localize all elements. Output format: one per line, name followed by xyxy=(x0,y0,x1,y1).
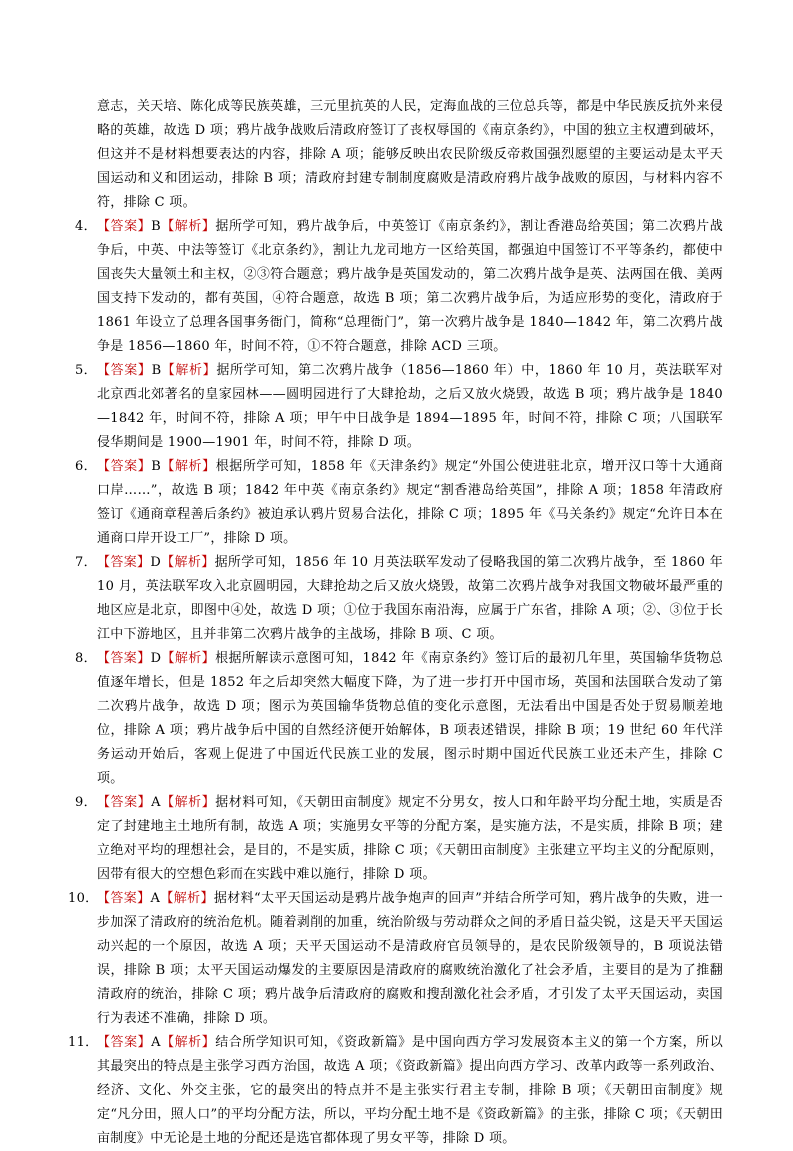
analysis-label: 【解析】 xyxy=(160,795,216,810)
answer-value: B xyxy=(151,459,162,474)
analysis-text: 结合所学知识可知，《资政新篇》是中国向西方学习发展资本主义的第一个方案，所以其最突出的特点是主张学习西方治国，故选 A 项；《资政新篇》提出向西方学习、改革内政等一系列政治、经济、文化、外交主张，它的最突出的特点并不是主张实行君主专制，排除 B 项；《天朝田亩制度》规定“凡分田，照人口”的平均分配方法，所以，平均分配土地不是《资政新篇》的主张，排除 C 项；《天朝田亩制度》中无论是土地的分配还是选官都体现了男女平等，排除 D 项。 xyxy=(97,1035,724,1146)
analysis-text: 据材料可知，《天朝田亩制度》规定不分男女，按人口和年龄平均分配土地，实质是否定了封建地主土地所有制，故选 A 项；实施男女平等的分配方案，是实施方法，不是实质，排除 B 项；建立绝对平均的理想社会，是目的，不是实质，排除 C 项；《天朝田亩制度》主张建立平均主义的分配原则，因带有很大的空想色彩而在实践中难以施行，排除 D 项。 xyxy=(97,795,724,882)
answer-label: 【答案】 xyxy=(97,891,151,906)
answer-label: 【答案】 xyxy=(97,1035,152,1050)
answer-label: 【答案】 xyxy=(97,651,151,666)
question-item-9 xyxy=(75,791,724,887)
question-number: 9． xyxy=(75,795,97,810)
answer-label: 【答案】 xyxy=(97,555,151,570)
question-number: 4． xyxy=(75,219,97,234)
analysis-label: 【解析】 xyxy=(160,1035,216,1050)
question-item-6 xyxy=(75,455,723,551)
answer-label: 【答案】 xyxy=(97,219,152,234)
answer-value: A xyxy=(150,891,161,906)
analysis-label: 【解析】 xyxy=(161,219,216,234)
analysis-text: 据所学可知，第二次鸦片战争（1856—1860 年）中，1860 年 10 月，英法联军对北京西北郊著名的皇家园林——圆明园进行了大肆抢劫，之后又放火烧毁，故选 B 项；鸦片战争是 1840—1842 年，时间不符，排除 A 项；甲午中日战争是 1894—1895 年，时间不符，排除 C 项；八国联军侵华期间是 1900—1901 年，时间不符，排除 D 项。 xyxy=(97,363,724,450)
answer-label: 【答案】 xyxy=(97,795,152,810)
analysis-text: 据所学可知，鸦片战争后，中英签订《南京条约》，割让香港岛给英国；第二次鸦片战争后，中英、中法等签订《北京条约》，割让九龙司地方一区给英国，都强迫中国签订不平等条约，都使中国丧失大量领土和主权，②③符合题意；鸦片战争是英国发动的，第二次鸦片战争是英、法两国在俄、美两国支持下发动的，都有英国，④符合题意，故选 B 项；第二次鸦片战争后，为适应形势的变化，清政府于 1861 年设立了总理各国事务衙门，简称“总理衙门”，第一次鸦片战争是 1840—1842 年，第二次鸦片战争是 1856—1860 年，时间不符，①不符合题意，排除 ACD 三项。 xyxy=(97,219,724,354)
question-number: 11． xyxy=(68,1035,99,1050)
intro-paragraph: 意志，关天培、陈化成等民族英雄，三元里抗英的人民，定海血战的三位总兵等，都是中华民族反抗外来侵略的英雄，故选 D 项；鸦片战争战败后清政府签订了丧权辱国的《南京条约》，中国的独立主权遭到破坏，但这并不是材料想要表达的内容，排除 A 项；能够反映出农民阶级反帝救国强烈愿望的主要运动是太平天国运动和义和团运动，排除 B 项；清政府封建专制制度腐败是清政府鸦片战争战败的原因，与材料内容不符，排除 C 项。 xyxy=(97,99,723,210)
analysis-text: 据所学可知，1856 年 10 月英法联军发动了侵略我国的第二次鸦片战争，至 1860 年 10 月，英法联军攻入北京圆明园，大肆抢劫之后又放火烧毁，故第二次鸦片战争对我国文物破坏最严重的地区应是北京，即图中④处，故选 D 项；①位于我国东南沿海，应属于广东省，排除 A 项；②、③位于长江中下游地区，且并非第二次鸦片战争的主战场，排除 B 项、C 项。 xyxy=(97,555,724,642)
analysis-label: 【解析】 xyxy=(160,891,214,906)
question-number: 10． xyxy=(68,891,99,906)
answer-value: A xyxy=(151,795,161,810)
analysis-text: 根据所学可知，1858 年《天津条约》规定“外国公使进驻北京，增开汉口等十大通商口岸……”，故选 B 项；1842 年中英《南京条约》规定“割香港岛给英国”，排除 A 项；1858 年清政府签订《通商章程善后条约》被迫承认鸦片贸易合法化，排除 C 项；1895 年《马关条约》规定“允许日本在通商口岸开设工厂”，排除 D 项。 xyxy=(97,459,723,546)
answer-value: B xyxy=(151,219,162,234)
question-item-11 xyxy=(68,1031,724,1151)
question-number: 7． xyxy=(75,555,97,570)
question-item-5 xyxy=(75,359,724,455)
question-item-4 xyxy=(75,215,724,359)
analysis-label: 【解析】 xyxy=(161,363,217,378)
answer-value: B xyxy=(151,363,162,378)
analysis-label: 【解析】 xyxy=(161,555,215,570)
analysis-text: 根据所解读示意图可知，1842 年《南京条约》签订后的最初几年里，英国输华货物总值逐年增长，但是 1852 年之后却突然大幅度下降，为了进一步打开中国市场，英国和法国联合发动了第二次鸦片战争，故选 D 项；图示为英国输华货物总值的变化示意图，无法看出中国是否处于贸易顺差地位，排除 A 项；鸦片战争后中国的自然经济便开始解体，B 项表述错误，排除 B 项；19 世纪 60 年代洋务运动开始后，客观上促进了中国近代民族工业的发展，图示时期中国近代民族工业还未产生，排除 C 项。 xyxy=(97,651,724,786)
question-number: 5． xyxy=(75,363,97,378)
question-item-10 xyxy=(68,887,723,1031)
answer-label: 【答案】 xyxy=(97,363,152,378)
question-number: 6． xyxy=(75,459,97,474)
question-item-7 xyxy=(75,551,724,647)
answer-label: 【答案】 xyxy=(97,459,152,474)
answer-value: D xyxy=(150,651,162,666)
question-item-8 xyxy=(75,647,724,791)
answer-value: A xyxy=(151,1035,161,1050)
analysis-text: 据材料“太平天国运动是鸦片战争炮声的回声”并结合所学可知，鸦片战争的失败，进一步加深了清政府的统治危机。随着剥削的加重，统治阶级与劳动群众之间的矛盾日益尖锐，这是天平天国运动兴起的一个原因，故选 A 项；天平天国运动不是清政府官员领导的，是农民阶级领导的，B 项说法错误，排除 B 项；太平天国运动爆发的主要原因是清政府的腐败统治激化了社会矛盾，主要目的是为了推翻清政府的统治，排除 C 项；鸦片战争后清政府的腐败和搜刮激化社会矛盾，才引发了太平天国运动，卖国行为表述不准确，排除 D 项。 xyxy=(97,891,723,1026)
answer-value: D xyxy=(150,555,162,570)
analysis-label: 【解析】 xyxy=(161,651,216,666)
analysis-label: 【解析】 xyxy=(161,459,216,474)
question-number: 8． xyxy=(75,651,97,666)
